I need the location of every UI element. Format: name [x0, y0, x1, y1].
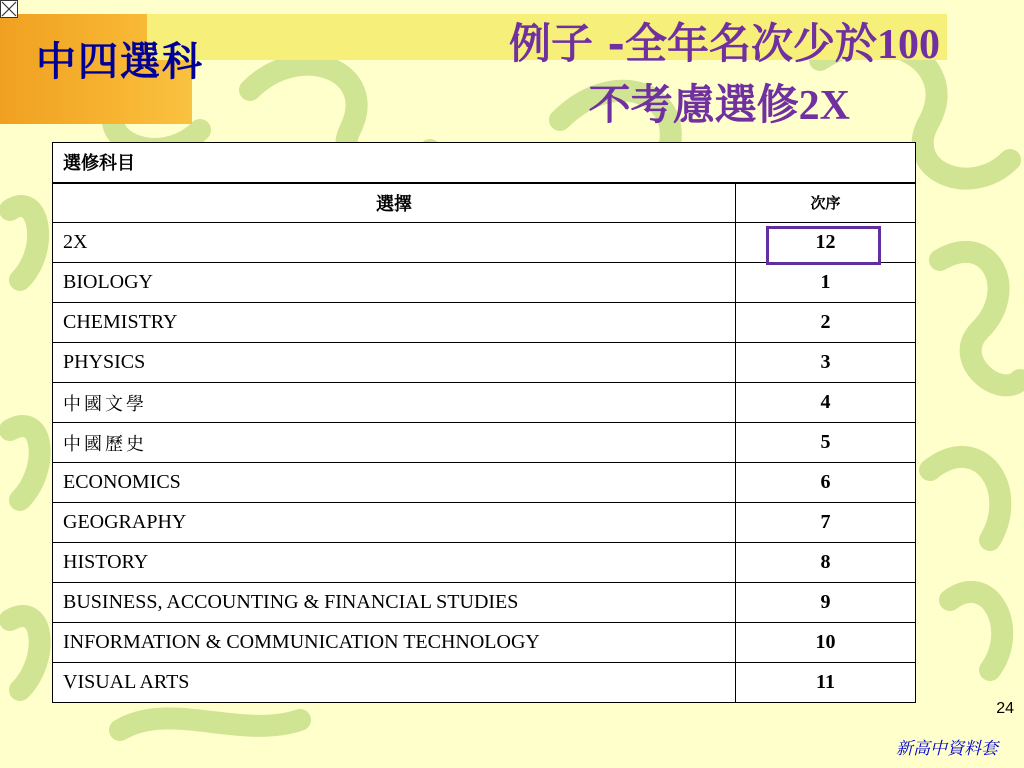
- rank-value: 9: [820, 591, 831, 613]
- subject-ranking-table: [52, 142, 916, 703]
- section-title: 中四選科: [36, 39, 204, 85]
- rank-cell: [736, 263, 916, 303]
- rank-value: 6: [820, 471, 831, 493]
- rank-value: 3: [820, 351, 831, 373]
- rank-value: 2: [820, 311, 831, 333]
- table-caption-row: [53, 143, 916, 183]
- subject-cell: 2X: [53, 223, 736, 263]
- table-row: [53, 423, 916, 463]
- subject-cell: HISTORY: [53, 543, 736, 583]
- table-row: [53, 463, 916, 503]
- table-row: [53, 303, 916, 343]
- rank-value: 1: [820, 271, 831, 293]
- rank-cell: [736, 543, 916, 583]
- rank-cell: [736, 343, 916, 383]
- subject-cell: CHEMISTRY: [53, 303, 736, 343]
- rank-cell: [736, 583, 916, 623]
- table-row: [53, 383, 916, 423]
- table-row: [53, 583, 916, 623]
- rank-cell: [736, 423, 916, 463]
- subject-cell: PHYSICS: [53, 343, 736, 383]
- table-row: [53, 623, 916, 663]
- rank-value: 7: [820, 511, 831, 533]
- rank-cell: [736, 303, 916, 343]
- column-header-rank: 次序: [736, 183, 916, 223]
- subject-cell: VISUAL ARTS: [53, 663, 736, 703]
- rank-cell: [736, 623, 916, 663]
- rank-cell: [736, 503, 916, 543]
- slide-title-line-2: 不考慮選修2X: [588, 80, 850, 129]
- rank-value: 11: [816, 671, 835, 693]
- subject-cell: BIOLOGY: [53, 263, 736, 303]
- rank-value: 4: [820, 391, 831, 413]
- rank-cell: [736, 463, 916, 503]
- table-row: [53, 663, 916, 703]
- table-header-row: [53, 183, 916, 223]
- subject-cell: BUSINESS, ACCOUNTING & FINANCIAL STUDIES: [53, 583, 736, 623]
- subject-cell: ECONOMICS: [53, 463, 736, 503]
- rank-value: 12: [815, 231, 836, 253]
- rank-value: 5: [820, 431, 831, 453]
- table-row: [53, 343, 916, 383]
- rank-value: 10: [815, 631, 836, 653]
- subject-cell: 中國歷史: [53, 423, 736, 463]
- table-row: [53, 223, 916, 263]
- rank-cell: [736, 383, 916, 423]
- table-row: [53, 543, 916, 583]
- rank-cell: [736, 223, 916, 263]
- footer-brand: 新高中資料套: [896, 739, 998, 759]
- subject-cell: GEOGRAPHY: [53, 503, 736, 543]
- table-row: [53, 503, 916, 543]
- table-row: [53, 263, 916, 303]
- column-header-subject: 選擇: [53, 183, 736, 223]
- subject-cell: INFORMATION & COMMUNICATION TECHNOLOGY: [53, 623, 736, 663]
- rank-cell: [736, 663, 916, 703]
- page-number: 24: [996, 700, 1014, 717]
- slide-title: [0, 14, 1010, 136]
- slide-title-line-1: 例子 -全年名次少於100: [508, 19, 940, 68]
- subject-cell: 中國文學: [53, 383, 736, 423]
- rank-value: 8: [820, 551, 831, 573]
- table-caption: 選修科目: [53, 143, 916, 183]
